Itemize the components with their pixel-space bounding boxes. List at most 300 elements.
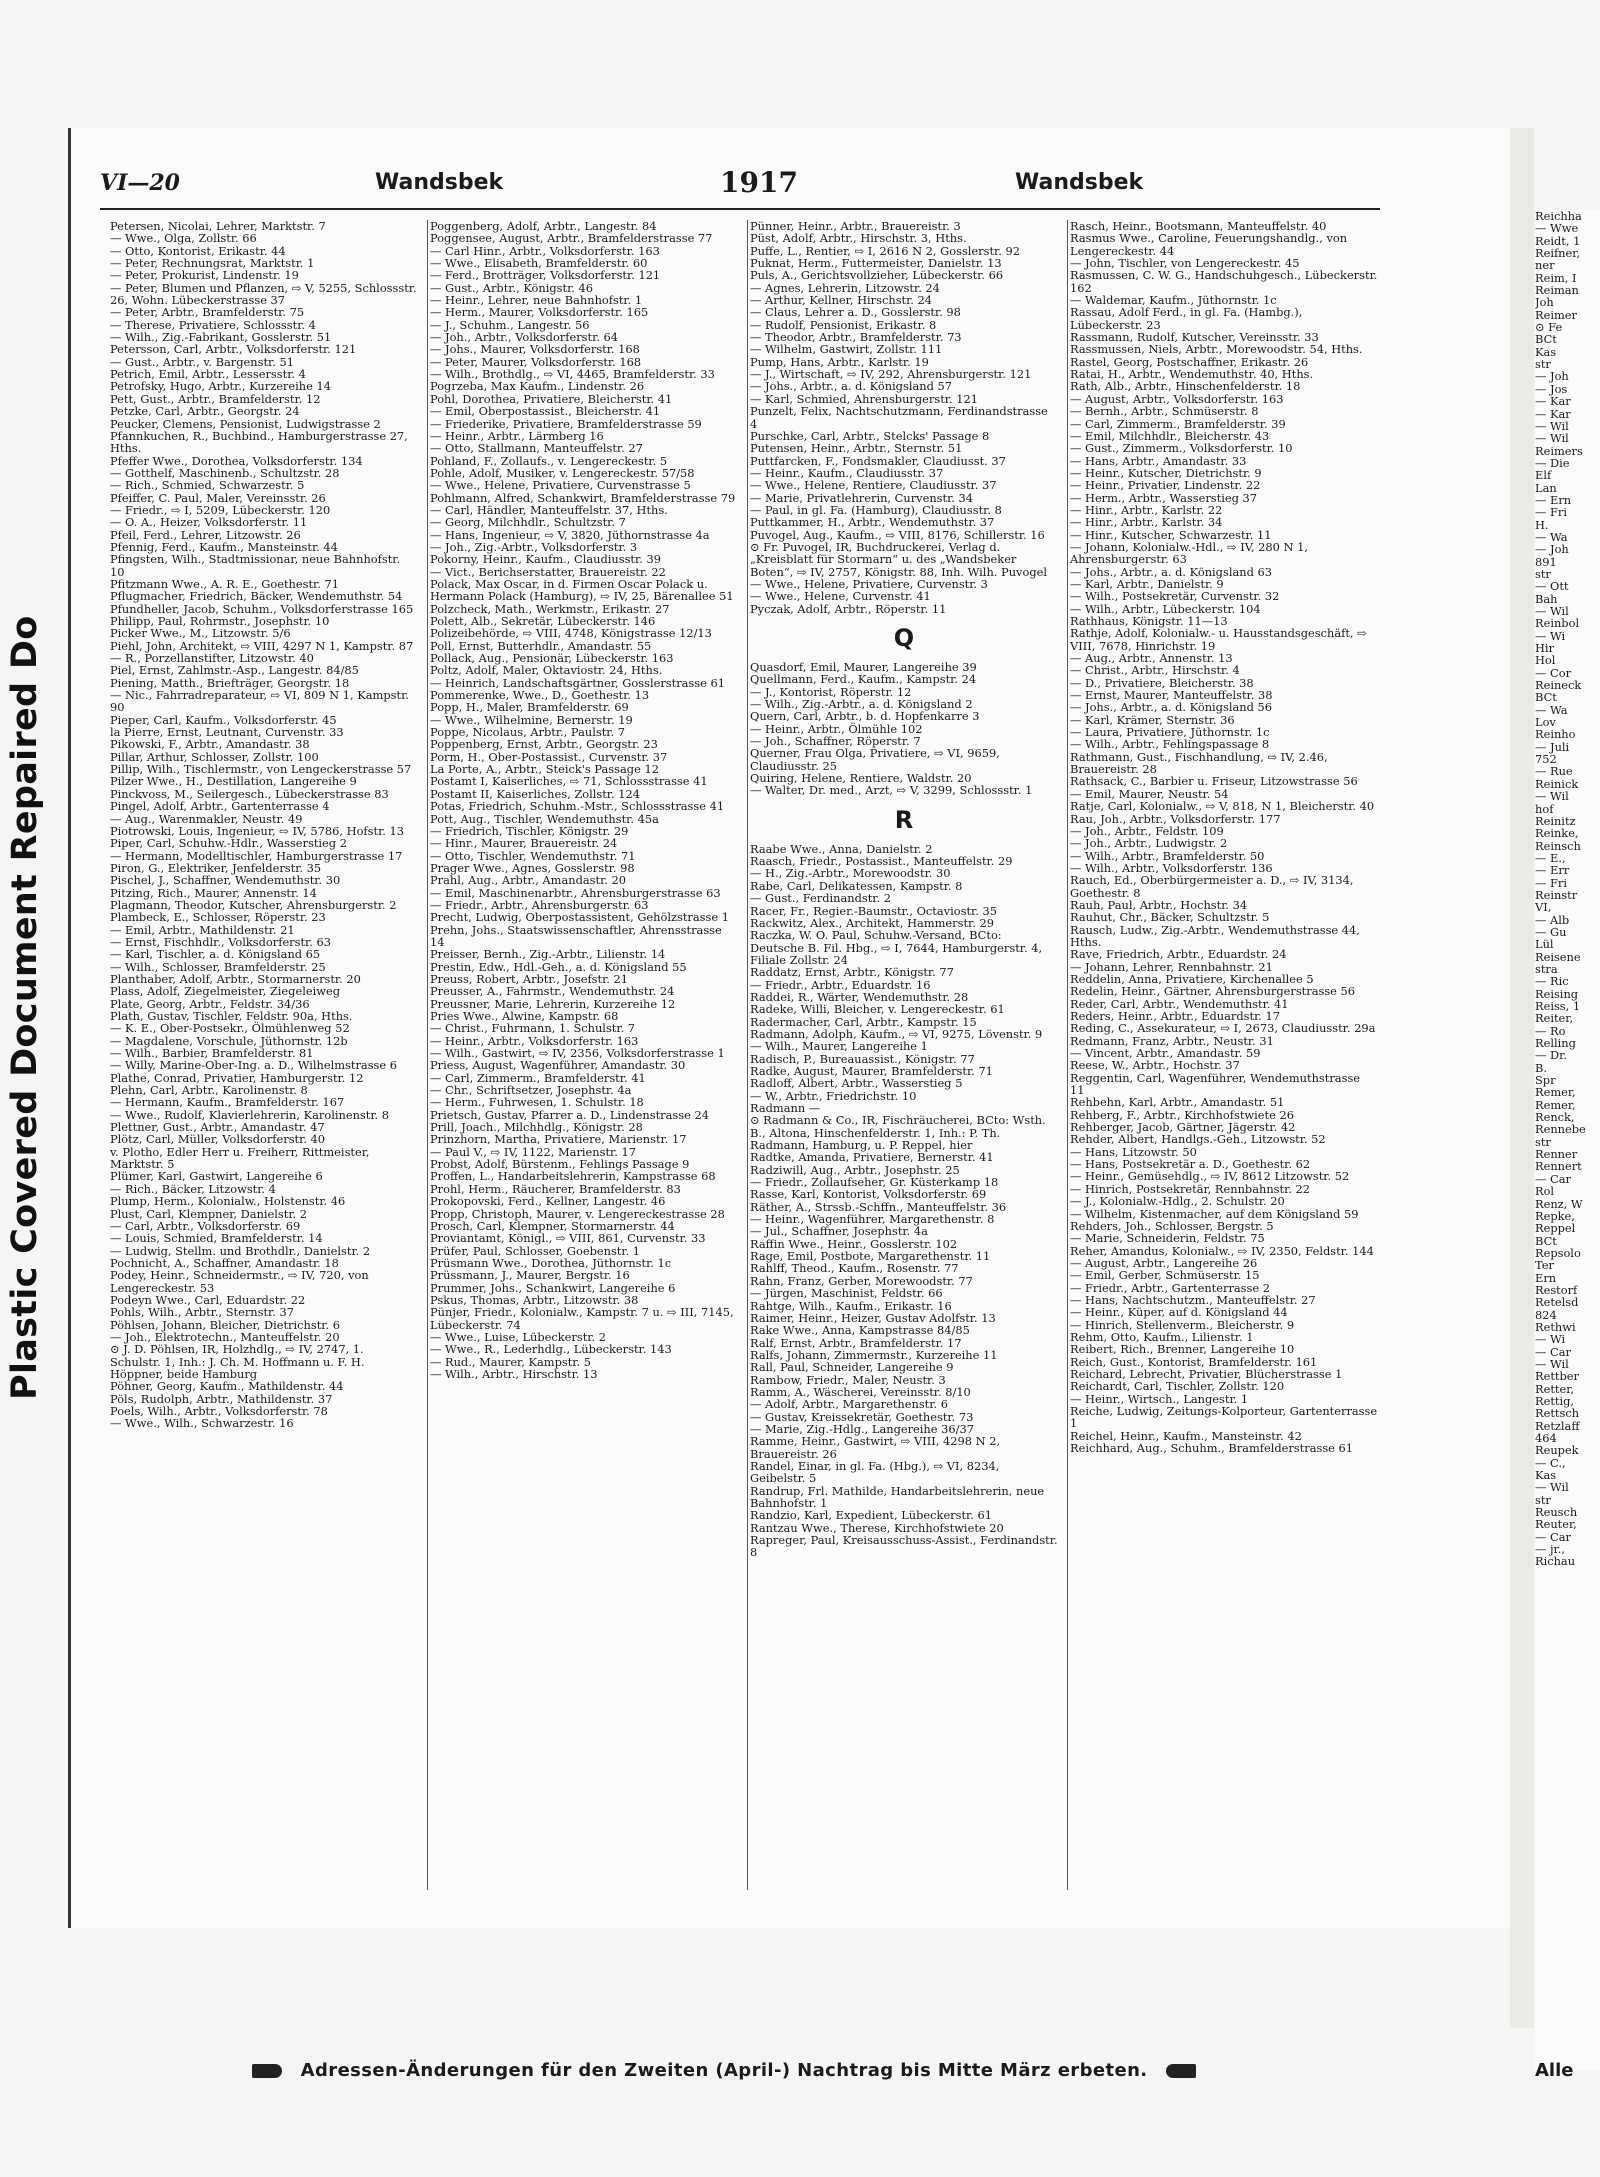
directory-entry: Plathe, Conrad, Privatier, Hamburgerstr. 12 bbox=[110, 1070, 364, 1085]
directory-entry: Pillip, Wilh., Tischlermstr., von Lengeckerstrasse 57 bbox=[110, 762, 412, 777]
directory-entry: Pohle, Adolf, Musiker, v. Lengereckestr. 57/58 bbox=[430, 465, 695, 480]
directory-entry: — O. A., Heizer, Volksdorferstr. 11 bbox=[110, 515, 308, 530]
directory-entry: Puttkammer, H., Arbtr., Wendemuthstr. 37 bbox=[750, 515, 995, 530]
directory-entry: — Wwe., Helene, Curvenstr. 41 bbox=[750, 589, 931, 604]
directory-entry: Podeyn Wwe., Carl, Eduardstr. 22 bbox=[110, 1292, 306, 1307]
directory-entry: Poggensee, August, Arbtr., Bramfelderstrasse 77 bbox=[430, 231, 713, 246]
adjacent-entry-fragment: Reinitz bbox=[1535, 813, 1576, 828]
adjacent-entry-fragment: — Ro bbox=[1535, 1023, 1566, 1038]
directory-entry: Pischel, J., Schaffner, Wendemuthstr. 30 bbox=[110, 873, 341, 888]
directory-entry: Pieper, Carl, Kaufm., Volksdorferstr. 45 bbox=[110, 712, 337, 727]
directory-entry: — Hinr., Arbtr., Karlstr. 22 bbox=[1070, 502, 1223, 517]
page-footer bbox=[240, 2060, 1240, 2081]
page-number: VI—20 bbox=[100, 170, 180, 196]
directory-entry: — Marie, Privatlehrerin, Curvenstr. 34 bbox=[750, 490, 974, 505]
directory-entry: Reder, Carl, Arbtr., Wendemuthstr. 41 bbox=[1070, 996, 1289, 1011]
directory-entry: Radmann, Adolph, Kaufm., ⇨ VI, 9275, Lövenstr. 9 bbox=[750, 1026, 1043, 1041]
directory-entry: — Wwe., R., Lederhdlg., Lübeckerstr. 143 bbox=[430, 1342, 672, 1357]
directory-entry: Pyczak, Adolf, Arbtr., Röperstr. 11 bbox=[750, 601, 947, 616]
adjacent-entry-fragment: — Wa bbox=[1535, 702, 1568, 717]
directory-entry: Reichhard, Aug., Schuhm., Bramfelderstrasse 61 bbox=[1070, 1441, 1354, 1456]
directory-entry: Radtke, Amanda, Privatiere, Bernerstr. 41 bbox=[750, 1150, 994, 1165]
directory-entry: — Marie, Schneiderin, Feldstr. 75 bbox=[1070, 1231, 1265, 1246]
directory-entry: Rastel, Georg, Postschaffner, Erikastr. 26 bbox=[1070, 354, 1309, 369]
directory-entry: Pfingsten, Wilh., Stadtmissionar, neue Bahnhofstr. 10 bbox=[110, 552, 401, 579]
directory-entry: Rassmann, Rudolf, Kutscher, Vereinsstr. 33 bbox=[1070, 330, 1319, 345]
directory-entry: — Gust., Ferdinandstr. 2 bbox=[750, 891, 891, 906]
directory-entry: — Wilhelm, Kistenmacher, auf dem Königsland 59 bbox=[1070, 1206, 1359, 1221]
directory-entry: Prager Wwe., Agnes, Gosslerstr. 98 bbox=[430, 860, 635, 875]
directory-entry: Prohl, Herm., Räucherer, Bramfelderstr. 83 bbox=[430, 1181, 681, 1196]
directory-entry: Piper, Carl, Schuhw.-Hdlr., Wasserstieg 2 bbox=[110, 836, 347, 851]
adjacent-entry-fragment: Retter, bbox=[1535, 1381, 1575, 1396]
adjacent-entry-fragment: Reising bbox=[1535, 986, 1579, 1001]
adjacent-entry-fragment: Reidt, 1 bbox=[1535, 233, 1581, 248]
directory-entry: — Waldemar, Kaufm., Jüthornstr. 1c bbox=[1070, 293, 1277, 308]
directory-entry: Peucker, Clemens, Pensionist, Ludwigstrasse 2 bbox=[110, 416, 381, 431]
adjacent-entry-fragment: BCt bbox=[1535, 1233, 1557, 1248]
directory-entry: — Rich., Bäcker, Litzowstr. 4 bbox=[110, 1181, 276, 1196]
directory-entry: Prummer, Johs., Schankwirt, Langereihe 6 bbox=[430, 1280, 676, 1295]
header-rule bbox=[100, 208, 1380, 210]
directory-entry: — Wilhelm, Gastwirt, Zollstr. 111 bbox=[750, 342, 943, 357]
directory-entry: Reher, Amandus, Kolonialw., ⇨ IV, 2350, Feldstr. 144 bbox=[1070, 1243, 1374, 1258]
directory-entry: Pohls, Wilh., Arbtr., Sternstr. 37 bbox=[110, 1305, 294, 1320]
adjacent-entry-fragment: B. bbox=[1535, 1060, 1547, 1075]
directory-entry: Prokopovski, Ferd., Kellner, Langestr. 46 bbox=[430, 1194, 666, 1209]
adjacent-entry-fragment: Rettig, bbox=[1535, 1394, 1575, 1408]
directory-entry: Poggenberg, Adolf, Arbtr., Langestr. 84 bbox=[430, 220, 657, 233]
directory-entry: — Hinrich, Postsekretär, Rennbahnstr. 22 bbox=[1070, 1181, 1311, 1196]
directory-entry: — K. E., Ober-Postsekr., Ölmühlenweg 52 bbox=[110, 1021, 350, 1036]
directory-entry: Reibert, Rich., Brenner, Langereihe 10 bbox=[1070, 1342, 1295, 1357]
directory-entry: Rauhut, Chr., Bäcker, Schultzstr. 5 bbox=[1070, 910, 1270, 925]
directory-entry: Racer, Fr., Regier.-Baumstr., Octaviostr. 35 bbox=[750, 903, 997, 918]
directory-entry: Radisch, P., Bureauassist., Königstr. 77 bbox=[750, 1051, 975, 1066]
directory-entry: Pries Wwe., Alwine, Kampstr. 68 bbox=[430, 1009, 619, 1023]
directory-entry: Probst, Adolf, Bürstenm., Fehlings Passage 9 bbox=[430, 1157, 690, 1172]
directory-entry: — Laura, Privatiere, Jüthornstr. 1c bbox=[1070, 725, 1270, 740]
directory-entry: Philipp, Paul, Rohrmstr., Josephstr. 10 bbox=[110, 614, 330, 628]
directory-entry: Plate, Georg, Arbtr., Feldstr. 34/36 bbox=[110, 996, 310, 1011]
directory-entry: — Wilh., Arbtr., Fehlingspassage 8 bbox=[1070, 737, 1270, 752]
directory-entry: — Aug., Warenmakler, Neustr. 49 bbox=[110, 811, 303, 826]
adjacent-entry-fragment: Reineck bbox=[1535, 678, 1582, 693]
directory-entry: ⊙ Fr. Puvogel, IR, Buchdruckerei, Verlag d. „Kreisblatt für Stormarn“ u. des „Wandsbeker Boten“, ⇨ IV, 2757, Königstr. 88, Inh. Wilh. Puvogel bbox=[750, 539, 1047, 579]
directory-entry: — Wwe., Luise, Lübeckerstr. 2 bbox=[430, 1329, 606, 1344]
directory-entry: Putensen, Heinr., Arbtr., Sternstr. 51 bbox=[750, 441, 963, 456]
directory-entry: Plambeck, E., Schlosser, Röperstr. 23 bbox=[110, 910, 326, 925]
directory-entry: — Wilh., Arbtr., Volksdorferstr. 136 bbox=[1070, 860, 1273, 875]
city-heading-left: Wandsbek bbox=[375, 170, 504, 195]
directory-entry: — Magdalene, Vorschule, Jüthornstr. 12b bbox=[110, 1033, 348, 1048]
directory-entry: — August, Arbtr., Volksdorferstr. 163 bbox=[1070, 391, 1284, 406]
directory-entry: Puknat, Herm., Futtermeister, Danielstr. 13 bbox=[750, 256, 1002, 271]
directory-entry: — Theodor, Arbtr., Bramfelderstr. 73 bbox=[750, 330, 962, 345]
directory-entry: Puffe, L., Rentier, ⇨ I, 2616 N 2, Gosslerstr. 92 bbox=[750, 243, 1020, 258]
directory-entry: — D., Privatiere, Bleicherstr. 38 bbox=[1070, 675, 1254, 690]
adjacent-entry-fragment: str bbox=[1535, 566, 1551, 581]
directory-entry: — Heinr., Privatier, Lindenstr. 22 bbox=[1070, 478, 1261, 493]
directory-entry: — Herm., Maurer, Volksdorferstr. 165 bbox=[430, 305, 649, 320]
adjacent-entry-fragment: stra bbox=[1535, 961, 1558, 976]
directory-entry: — Herm., Arbtr., Wasserstieg 37 bbox=[1070, 490, 1257, 505]
directory-entry: Radziwill, Aug., Arbtr., Josephstr. 25 bbox=[750, 1162, 960, 1177]
adjacent-entry-fragment: — Wa bbox=[1535, 529, 1568, 544]
directory-entry: Polett, Alb., Sekretär, Lübeckerstr. 146 bbox=[430, 614, 656, 628]
directory-entry: Rathmann, Gust., Fischhandlung, ⇨ IV, 2.46, Brauereistr. 28 bbox=[1070, 749, 1328, 777]
adjacent-entry-fragment: Remer, bbox=[1535, 1085, 1576, 1100]
directory-entry: — Wwe., Helene, Privatiere, Curvenstr. 3 bbox=[750, 576, 988, 591]
adjacent-entry-fragment: Ern bbox=[1535, 1270, 1557, 1285]
directory-entry: — Johann, Lehrer, Rennbahnstr. 21 bbox=[1070, 959, 1273, 974]
directory-entry: Piening, Matth., Briefträger, Georgstr. 18 bbox=[110, 675, 350, 690]
directory-entry: — Otto, Tischler, Wendemuthstr. 71 bbox=[430, 848, 636, 863]
directory-entry: Pett, Gust., Arbtr., Bramfelderstr. 12 bbox=[110, 391, 321, 406]
directory-entry: Petrofsky, Hugo, Arbtr., Kurzereihe 14 bbox=[110, 379, 331, 394]
directory-entry: — Heinr., Gemüsehdlg., ⇨ IV, 8612 Litzowstr. 52 bbox=[1070, 1169, 1350, 1184]
directory-entry: Pohland, F., Zollaufs., v. Lengereckestr. 5 bbox=[430, 453, 668, 468]
directory-entry: — Walter, Dr. med., Arzt, ⇨ V, 3299, Schlossstr. 1 bbox=[750, 783, 1033, 798]
adjacent-entry-fragment: Lan bbox=[1535, 480, 1557, 495]
directory-entry: — Wwe., Rudolf, Klavierlehrerin, Karolinenstr. 8 bbox=[110, 1107, 390, 1122]
adjacent-entry-fragment: — Car bbox=[1535, 1171, 1571, 1186]
directory-entry: — Wilh., Brothdlg., ⇨ VI, 4465, Bramfelderstr. 33 bbox=[430, 367, 715, 382]
directory-entry: Pitzing, Rich., Maurer, Annenstr. 14 bbox=[110, 885, 317, 900]
directory-entry: Redelin, Heinr., Gärtner, Ahrensburgerstrasse 56 bbox=[1070, 984, 1356, 999]
directory-entry: — Wilh., Zig.-Fabrikant, Gosslerstr. 51 bbox=[110, 330, 332, 345]
directory-entry: — Marie, Zig.-Hdlg., Langereihe 36/37 bbox=[750, 1421, 974, 1436]
directory-entry: Pikowski, F., Arbtr., Amandastr. 38 bbox=[110, 737, 310, 752]
directory-entry: Rasmus Wwe., Caroline, Feuerungshandlg., von Lengereckestr. 44 bbox=[1070, 231, 1348, 258]
directory-entry: Räther, A., Strssb.-Schffn., Manteuffelstr. 36 bbox=[750, 1199, 1007, 1214]
directory-entry: — Wilh., Arbtr., Lübeckerstr. 104 bbox=[1070, 601, 1261, 616]
directory-entry: — Wilh., Zig.-Arbtr., a. d. Königsland 2 bbox=[750, 697, 973, 712]
directory-entry: — Vict., Berichserstatter, Brauereistr. 22 bbox=[430, 564, 666, 579]
directory-entry: Rath, Alb., Arbtr., Hinschenfelderstr. 18 bbox=[1070, 379, 1301, 394]
adjacent-entry-fragment: — Kar bbox=[1535, 394, 1571, 409]
directory-entry: — Herm., Fuhrwesen, 1. Schulstr. 18 bbox=[430, 1095, 644, 1110]
directory-entry: Rausch, Ludw., Zig.-Arbtr., Wendemuthstrasse 44, Hths. bbox=[1070, 922, 1360, 949]
adjacent-entry-fragment: Renck, bbox=[1535, 1110, 1575, 1125]
directory-entry: Precht, Ludwig, Oberpostassistent, Gehölzstrasse 1 bbox=[430, 910, 729, 925]
directory-entry: — Carl, Zimmerm., Bramfelderstr. 41 bbox=[430, 1070, 646, 1085]
directory-entry: — Heinr., Arbtr., Lärmberg 16 bbox=[430, 428, 604, 443]
directory-entry: Pochnicht, A., Schaffner, Amandastr. 18 bbox=[110, 1255, 339, 1270]
directory-entry: Puttfarcken, F., Fondsmakler, Claudiusst. 37 bbox=[750, 453, 1006, 468]
directory-entry: Plump, Herm., Kolonialw., Holstenstr. 46 bbox=[110, 1194, 346, 1209]
directory-entry: — Paul V., ⇨ IV, 1122, Marienstr. 17 bbox=[430, 1144, 636, 1159]
directory-entry: Polizeibehörde, ⇨ VIII, 4748, Königstrasse 12/13 bbox=[430, 626, 712, 641]
adjacent-entry-fragment: — Wil bbox=[1535, 604, 1569, 618]
directory-entry: — Vincent, Arbtr., Amandastr. 59 bbox=[1070, 1046, 1261, 1061]
directory-entry: — Wilh., Postsekretär, Curvenstr. 32 bbox=[1070, 589, 1280, 604]
adjacent-entry-fragment: Joh bbox=[1535, 295, 1554, 310]
directory-entry: Ramme, Heinr., Gastwirt, ⇨ VIII, 4298 N 2, Brauereistr. 26 bbox=[750, 1434, 1001, 1461]
directory-entry: Preisser, Bernh., Zig.-Arbtr., Lilienstr. 14 bbox=[430, 947, 666, 962]
directory-entry: Pfannkuchen, R., Buchbind., Hamburgerstrasse 27, Hths. bbox=[110, 428, 408, 456]
directory-entry: Rabe, Carl, Delikatessen, Kampstr. 8 bbox=[750, 878, 963, 893]
directory-entry: — Wwe., Olga, Zollstr. 66 bbox=[110, 231, 257, 246]
directory-entry: Propp, Christoph, Maurer, v. Lengereckestrasse 28 bbox=[430, 1206, 725, 1221]
adjacent-entry-fragment: — Wil bbox=[1535, 1356, 1569, 1371]
adjacent-entry-fragment: — jr., bbox=[1535, 1542, 1565, 1557]
pointing-hand-icon bbox=[1166, 2064, 1196, 2078]
directory-entry: — R., Porzellanstifter, Litzowstr. 40 bbox=[110, 651, 314, 666]
directory-entry: — Carl, Händler, Manteuffelstr. 37, Hths. bbox=[430, 502, 668, 517]
adjacent-entry-fragment: Spr bbox=[1535, 1073, 1556, 1088]
directory-entry: Ratai, H., Arbtr., Wendemuthstr. 40, Hths. bbox=[1070, 367, 1314, 382]
directory-entry: Planthaber, Adolf, Arbtr., Stormarnerstr. 20 bbox=[110, 971, 361, 986]
directory-entry: Reich, Gust., Kontorist, Bramfelderstr. 161 bbox=[1070, 1354, 1318, 1369]
directory-entry: Pöls, Rudolph, Arbtr., Mathildenstr. 37 bbox=[110, 1391, 333, 1406]
directory-entry: ⊙ Radmann & Co., IR, Fischräucherei, BCto: Wsth. B., Altona, Hinschenfelderstr. 1, Inh.: P. Th. Radmann, Hamburg, u. P. Reppel, hier bbox=[750, 1113, 1046, 1153]
adjacent-entry-fragment: Reiman bbox=[1535, 283, 1579, 298]
adjacent-entry-fragment: 464 bbox=[1535, 1431, 1557, 1446]
directory-entry: — Joh., Elektrotechn., Manteuffelstr. 20 bbox=[110, 1329, 340, 1344]
directory-entry: — Peter, Rechnungsrat, Marktstr. 1 bbox=[110, 256, 315, 271]
directory-entry: — Hans, Postsekretär a. D., Goethestr. 62 bbox=[1070, 1157, 1311, 1172]
directory-entry: Rasch, Heinr., Bootsmann, Manteuffelstr. 40 bbox=[1070, 220, 1327, 233]
directory-entry: Raffin Wwe., Heinr., Gosslerstr. 102 bbox=[750, 1236, 958, 1251]
directory-entry: — H., Zig.-Arbtr., Morewoodstr. 30 bbox=[750, 866, 951, 881]
directory-entry: Raimer, Heinr., Heizer, Gustav Adolfstr. 13 bbox=[750, 1310, 996, 1325]
directory-entry: — Hinr., Maurer, Brauereistr. 24 bbox=[430, 836, 618, 851]
directory-entry: Raddei, R., Wärter, Wendemuthstr. 28 bbox=[750, 989, 969, 1004]
directory-entry: Rave, Friedrich, Arbtr., Eduardstr. 24 bbox=[1070, 947, 1287, 962]
directory-entry: Pflugmacher, Friedrich, Bäcker, Wendemuthstr. 54 bbox=[110, 589, 403, 604]
adjacent-page-strip bbox=[1535, 210, 1600, 2070]
directory-entry: Plagmann, Theodor, Kutscher, Ahrensburgerstr. 2 bbox=[110, 897, 397, 912]
adjacent-entry-fragment: BCt bbox=[1535, 332, 1557, 347]
directory-entry: — Rudolf, Pensionist, Erikastr. 8 bbox=[750, 317, 937, 332]
adjacent-entry-fragment: Lül bbox=[1535, 937, 1554, 952]
adjacent-entry-fragment: Kas bbox=[1535, 344, 1557, 359]
directory-entry: — Carl, Zimmerm., Bramfelderstr. 39 bbox=[1070, 416, 1286, 431]
directory-entry: — Johs., Arbtr., a. d. Königsland 56 bbox=[1070, 700, 1272, 715]
directory-entry: — Georg, Milchhdlr., Schultzstr. 7 bbox=[430, 515, 626, 530]
directory-entry: — Johann, Kolonialw.-Hdl., ⇨ IV, 280 N 1, Ahrensburgerstr. 63 bbox=[1070, 539, 1309, 567]
directory-entry: Quasdorf, Emil, Maurer, Langereihe 39 bbox=[750, 660, 977, 674]
adjacent-entry-fragment: Reifner, bbox=[1535, 246, 1581, 261]
directory-entry: — Heinrich, Landschaftsgärtner, Gosslerstrasse 61 bbox=[430, 675, 725, 690]
adjacent-entry-fragment: Reinho bbox=[1535, 727, 1576, 742]
directory-entry: — Gust., Zimmerm., Volksdorferstr. 10 bbox=[1070, 441, 1293, 456]
directory-entry: Ralfs, Johann, Zimmermstr., Kurzereihe 11 bbox=[750, 1347, 998, 1362]
adjacent-entry-fragment: — E., bbox=[1535, 850, 1566, 865]
directory-entry: Rehberg, F., Arbtr., Kirchhofstwiete 26 bbox=[1070, 1107, 1294, 1122]
directory-entry: — Hans, Ingenieur, ⇨ V, 3820, Jüthornstrasse 4a bbox=[430, 527, 710, 542]
page-header bbox=[80, 166, 1144, 206]
directory-entry: Plass, Adolf, Ziegelmeister, Ziegeleiweg bbox=[110, 984, 340, 999]
directory-entry: Prüfer, Paul, Schlosser, Goebenstr. 1 bbox=[430, 1243, 641, 1258]
directory-entry: Reichardt, Carl, Tischler, Zollstr. 120 bbox=[1070, 1379, 1285, 1394]
adjacent-entry-fragment: BCt bbox=[1535, 690, 1557, 705]
adjacent-entry-fragment: — Wi bbox=[1535, 1332, 1566, 1347]
directory-entry: — Ferd., Brotträger, Volksdorferstr. 121 bbox=[430, 268, 661, 283]
directory-entry: Reiche, Ludwig, Zeitungs-Kolporteur, Gartenterrasse 1 bbox=[1070, 1404, 1378, 1431]
directory-entry: Potas, Friedrich, Schuhm.-Mstr., Schlossstrasse 41 bbox=[430, 799, 725, 814]
directory-entry: Rauch, Ed., Oberbürgermeister a. D., ⇨ IV, 3134, Goethestr. 8 bbox=[1070, 873, 1354, 900]
directory-entry: Reding, C., Assekurateur, ⇨ I, 2673, Claudiusstr. 29a bbox=[1070, 1021, 1376, 1036]
directory-entry: Petrich, Emil, Arbtr., Lessersstr. 4 bbox=[110, 367, 306, 382]
directory-entry: Radeke, Willi, Bleicher, v. Lengereckestr. 61 bbox=[750, 1002, 1005, 1017]
directory-entry: Pfeiffer, C. Paul, Maler, Vereinsstr. 26 bbox=[110, 490, 326, 505]
directory-entry: Plust, Carl, Klempner, Danielstr. 2 bbox=[110, 1206, 308, 1221]
directory-entry: Radmann — bbox=[750, 1101, 821, 1115]
directory-entry: Pfitzmann Wwe., A. R. E., Goethestr. 71 bbox=[110, 576, 339, 591]
adjacent-entry-fragment: — Fri bbox=[1535, 505, 1568, 520]
directory-entry: — Hermann, Modelltischler, Hamburgerstrasse 17 bbox=[110, 848, 403, 863]
adjacent-entry-fragment: — Wil bbox=[1535, 1480, 1569, 1495]
directory-entry: — Jürgen, Maschinist, Feldstr. 66 bbox=[750, 1286, 943, 1301]
adjacent-entry-fragment: Bah bbox=[1535, 591, 1558, 606]
adjacent-page-footer: Alle bbox=[1535, 2060, 1574, 2081]
directory-entry: Raczka, W. O. Paul, Schuhw.-Versand, BCto: Deutsche B. Fil. Hbg., ⇨ I, 7644, Hamburgerstr. 4, Filiale Zollstr. 24 bbox=[750, 928, 1043, 967]
directory-entry: Rehbehn, Karl, Arbtr., Amandastr. 51 bbox=[1070, 1095, 1285, 1110]
adjacent-entry-fragment: Reinsch bbox=[1535, 838, 1581, 853]
directory-entry: — Carl, Arbtr., Volksdorferstr. 69 bbox=[110, 1218, 301, 1233]
directory-entry: Podey, Heinr., Schneidermstr., ⇨ IV, 720, von Lengereckestr. 53 bbox=[110, 1268, 369, 1295]
adjacent-entry-fragment: — Jos bbox=[1535, 381, 1568, 396]
adjacent-entry-fragment: Renner bbox=[1535, 1147, 1578, 1162]
directory-entry: — Adolf, Arbtr., Margarethenstr. 6 bbox=[750, 1397, 948, 1412]
directory-entry: Plath, Gustav, Tischler, Feldstr. 90a, Hths. bbox=[110, 1009, 353, 1023]
directory-entry: Pokorny, Heinr., Kaufm., Claudiusstr. 39 bbox=[430, 552, 661, 567]
directory-entry: — Wwe., Wilh., Schwarzestr. 16 bbox=[110, 1416, 294, 1431]
directory-entry: v. Plotho, Edler Herr u. Freiherr, Rittmeister, Marktstr. 5 bbox=[110, 1144, 370, 1172]
directory-entry: — Wilh., Schlosser, Bramfelderstr. 25 bbox=[110, 959, 326, 974]
directory-entry: Rasse, Karl, Kontorist, Volksdorferstr. 69 bbox=[750, 1187, 987, 1202]
directory-entry: Polack, Max Oscar, in d. Firmen Oscar Polack u. Hermann Polack (Hamburg), ⇨ IV, 25, Bärenallee 51 bbox=[430, 576, 734, 604]
directory-entry: Prüssmann, J., Maurer, Bergstr. 16 bbox=[430, 1268, 630, 1283]
directory-entry: — Peter, Prokurist, Lindenstr. 19 bbox=[110, 268, 299, 283]
directory-entry: — Emil, Maurer, Neustr. 54 bbox=[1070, 786, 1229, 801]
directory-entry: Prosch, Carl, Klempner, Stormarnerstr. 44 bbox=[430, 1218, 675, 1233]
directory-entry: — Heinr., Wagenführer, Margarethenstr. 8 bbox=[750, 1212, 995, 1227]
directory-entry: Rake Wwe., Anna, Kampstrasse 84/85 bbox=[750, 1323, 970, 1338]
directory-entry: Pillar, Arthur, Schlosser, Zollstr. 100 bbox=[110, 749, 319, 764]
directory-entry: — Ernst, Maurer, Manteuffelstr. 38 bbox=[1070, 688, 1273, 703]
adjacent-entry-fragment: Elf bbox=[1535, 468, 1552, 483]
directory-entry: — Gust., Arbtr., v. Bargenstr. 51 bbox=[110, 354, 294, 369]
adjacent-entry-fragment: Reichha bbox=[1535, 210, 1582, 223]
directory-entry: — J., Kolonialw.-Hdlg., 2. Schulstr. 20 bbox=[1070, 1194, 1285, 1209]
adjacent-entry-fragment: Ter bbox=[1535, 1258, 1554, 1273]
directory-entry: — Ernst, Fischhdlr., Volksdorferstr. 63 bbox=[110, 934, 331, 949]
directory-entry: — Heinr., Kaufm., Claudiusstr. 37 bbox=[750, 465, 944, 480]
directory-entry: — Emil, Oberpostassist., Bleicherstr. 41 bbox=[430, 404, 661, 419]
directory-entry: — Hans, Litzowstr. 50 bbox=[1070, 1144, 1197, 1159]
directory-entry: Raddatz, Ernst, Arbtr., Königstr. 77 bbox=[750, 965, 954, 980]
directory-entry: — J., Schuhm., Langestr. 56 bbox=[430, 317, 590, 332]
directory-entry: Reese, W., Arbtr., Hochstr. 37 bbox=[1070, 1058, 1240, 1073]
directory-entry: — Bernh., Arbtr., Schmüserstr. 8 bbox=[1070, 404, 1259, 419]
directory-entry: Puvogel, Aug., Kaufm., ⇨ VIII, 8176, Schillerstr. 16 bbox=[750, 527, 1045, 542]
directory-entry: — Peter, Blumen und Pflanzen, ⇨ V, 5255, Schlossstr. 26, Wohn. Lübeckerstrasse 37 bbox=[110, 280, 417, 308]
adjacent-entry-fragment: Reinick bbox=[1535, 776, 1579, 791]
directory-entry: Piehl, John, Architekt, ⇨ VIII, 4297 N 1, Kampstr. 87 bbox=[110, 638, 414, 653]
adjacent-entry-fragment: Lov bbox=[1535, 715, 1556, 730]
directory-entry: — Wilh., Maurer, Langereihe 1 bbox=[750, 1039, 928, 1054]
directory-column-3 bbox=[750, 220, 1058, 1960]
directory-entry: — Joh., Schaffner, Röperstr. 7 bbox=[750, 734, 921, 749]
directory-entry: — Paul, in gl. Fa. (Hamburg), Claudiusstr. 8 bbox=[750, 502, 1002, 517]
adjacent-entry-fragment: Rethwi bbox=[1535, 1319, 1576, 1334]
directory-entry: La Porte, A., Arbtr., Steick's Passage 12 bbox=[430, 762, 659, 777]
directory-entry: — Karl, Krämer, Sternstr. 36 bbox=[1070, 712, 1235, 727]
directory-entry: Pohl, Dorothea, Privatiere, Bleicherstr. 41 bbox=[430, 391, 673, 406]
directory-entry: Prestin, Edw., Hdl.-Geh., a. d. Königsland 55 bbox=[430, 959, 687, 974]
adjacent-entry-fragment: — Dr. bbox=[1535, 1048, 1567, 1063]
directory-entry: — Agnes, Lehrerin, Litzowstr. 24 bbox=[750, 280, 940, 295]
directory-entry: — Peter, Arbtr., Bramfelderstr. 75 bbox=[110, 305, 305, 320]
directory-entry: Pskus, Thomas, Arbtr., Litzowstr. 38 bbox=[430, 1292, 639, 1307]
adjacent-entry-fragment: — Die bbox=[1535, 455, 1570, 470]
directory-entry: — Arthur, Kellner, Hirschstr. 24 bbox=[750, 293, 933, 308]
directory-entry: — Louis, Schmied, Bramfelderstr. 14 bbox=[110, 1231, 323, 1246]
adjacent-entry-fragment: Repke, bbox=[1535, 1208, 1575, 1223]
adjacent-entry-fragment: — Ott bbox=[1535, 579, 1569, 594]
directory-entry: — Emil, Maschinenarbtr., Ahrensburgerstrasse 63 bbox=[430, 885, 721, 900]
directory-entry: Pinckvoss, M., Seilergesch., Lübeckerstrasse 83 bbox=[110, 786, 389, 801]
adjacent-entry-fragment: — Wil bbox=[1535, 789, 1569, 804]
side-label: Plastic Covered Document Repaired Do bbox=[5, 615, 45, 1400]
directory-entry: — Heinr., Kutscher, Dietrichstr. 9 bbox=[1070, 465, 1262, 480]
directory-entry: Pilzer Wwe., H., Destillation, Langereihe 9 bbox=[110, 774, 357, 789]
directory-entry: Rahn, Franz, Gerber, Morewoodstr. 77 bbox=[750, 1273, 973, 1288]
directory-entry: Quern, Carl, Arbtr., b. d. Hopfenkarre 3 bbox=[750, 709, 980, 724]
directory-entry: Porm, H., Ober-Postassist., Curvenstr. 37 bbox=[430, 749, 668, 764]
directory-entry: — Gotthelf, Maschinenb., Schultzstr. 28 bbox=[110, 465, 340, 480]
directory-entry: Rehberger, Jacob, Gärtner, Jägerstr. 42 bbox=[1070, 1120, 1296, 1135]
directory-entry: — Johs., Maurer, Volksdorferstr. 168 bbox=[430, 342, 640, 357]
directory-entry: Pfennig, Ferd., Kaufm., Mansteinstr. 44 bbox=[110, 539, 338, 554]
directory-entry: Randrup, Frl. Mathilde, Handarbeitslehrerin, neue Bahnhofstr. 1 bbox=[750, 1483, 1045, 1510]
directory-entry: Prüsmann Wwe., Dorothea, Jüthornstr. 1c bbox=[430, 1255, 672, 1270]
directory-entry: — John, Tischler, von Lengereckestr. 45 bbox=[1070, 256, 1300, 271]
adjacent-entry-fragment: ner bbox=[1535, 258, 1555, 273]
directory-entry: Poppe, Nicolaus, Arbtr., Paulstr. 7 bbox=[430, 725, 625, 740]
directory-entry: — August, Arbtr., Langereihe 26 bbox=[1070, 1255, 1258, 1270]
adjacent-entry-fragment: — Joh bbox=[1535, 542, 1569, 557]
directory-entry: Pöhlsen, Johann, Bleicher, Dietrichstr. 6 bbox=[110, 1317, 340, 1332]
directory-entry: Preuss, Robert, Arbtr., Josefstr. 21 bbox=[430, 971, 629, 986]
directory-entry: — J., Wirtschaft, ⇨ IV, 292, Ahrensburgerstr. 121 bbox=[750, 367, 1032, 382]
directory-entry: Pfeil, Ferd., Lehrer, Litzowstr. 26 bbox=[110, 527, 301, 542]
adjacent-entry-fragment: str bbox=[1535, 357, 1551, 372]
directory-entry: Prehn, Johs., Staatswissenschaftler, Ahrensstrasse 14 bbox=[430, 922, 722, 949]
adjacent-entry-fragment: Kas bbox=[1535, 1468, 1557, 1483]
directory-entry: — Wwe., Wilhelmine, Bernerstr. 19 bbox=[430, 712, 633, 727]
adjacent-entry-fragment: — Gu bbox=[1535, 924, 1567, 939]
directory-entry: Proviantamt, Königl., ⇨ VIII, 861, Curvenstr. 33 bbox=[430, 1231, 706, 1246]
directory-entry: — Hans, Nachtschutzm., Manteuffelstr. 27 bbox=[1070, 1292, 1316, 1307]
directory-entry: — Friedrich, Tischler, Königstr. 29 bbox=[430, 823, 629, 838]
directory-entry: Reggentin, Carl, Wagenführer, Wendemuthstrasse 11 bbox=[1070, 1070, 1361, 1098]
directory-entry: — Willy, Marine-Ober-Ing. a. D., Wilhelmstrasse 6 bbox=[110, 1058, 398, 1073]
adjacent-entry-fragment: Richau bbox=[1535, 1554, 1576, 1569]
directory-entry: Purschke, Carl, Arbtr., Stelcks' Passage 8 bbox=[750, 428, 990, 443]
adjacent-entry-fragment: Rennebe bbox=[1535, 1122, 1586, 1137]
directory-entry: — Chr., Schriftsetzer, Josephstr. 4a bbox=[430, 1083, 632, 1098]
directory-entry: — Therese, Privatiere, Schlossstr. 4 bbox=[110, 317, 316, 332]
directory-entry: — Friedr., ⇨ I, 5209, Lübeckerstr. 120 bbox=[110, 502, 331, 517]
adjacent-entry-fragment: — Ern bbox=[1535, 492, 1572, 507]
directory-entry: Prahl, Aug., Arbtr., Amandastr. 20 bbox=[430, 873, 627, 888]
directory-entry: Poels, Wilh., Arbtr., Volksdorferstr. 78 bbox=[110, 1404, 328, 1418]
adjacent-entry-fragment: — Car bbox=[1535, 1529, 1571, 1544]
